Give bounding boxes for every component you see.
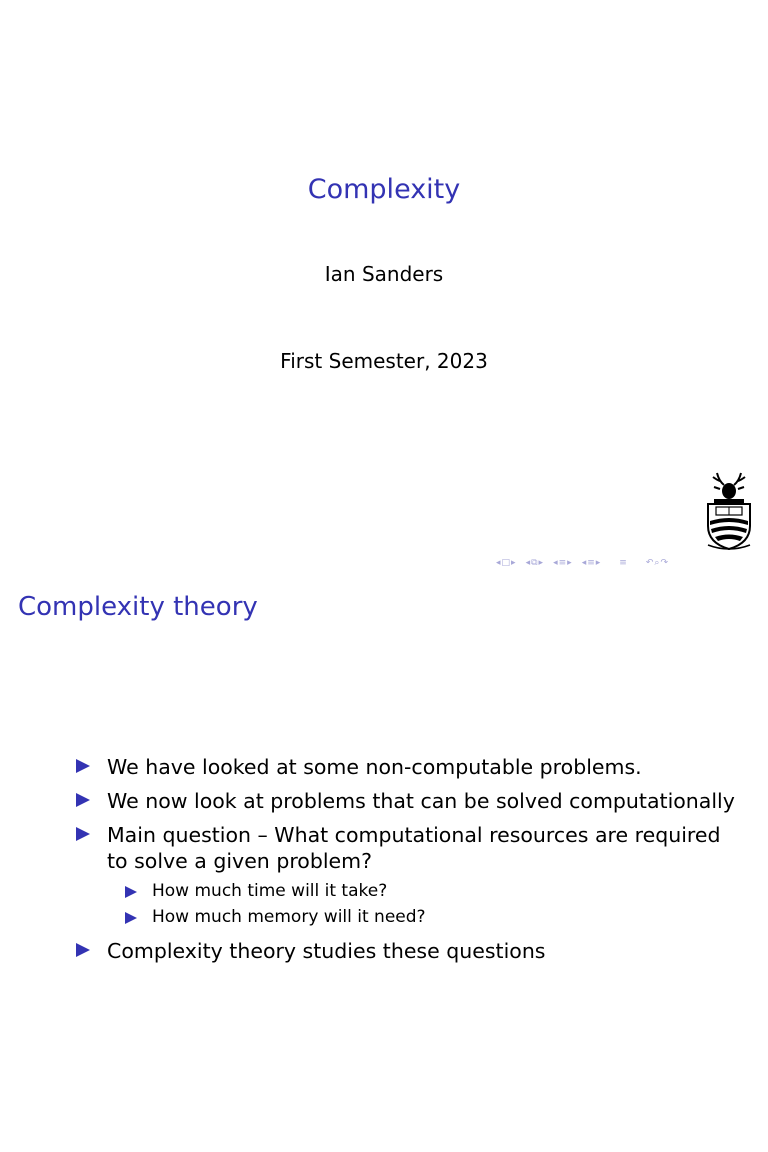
nav-right-arrow-icon[interactable]: ▸: [567, 558, 572, 568]
bullet-triangle-icon: [125, 912, 137, 924]
nav-left-arrow-icon[interactable]: ◂: [581, 558, 587, 568]
bullet-triangle-icon: [76, 943, 90, 957]
slide-author: Ian Sanders: [324, 262, 444, 286]
nav-right-arrow-icon[interactable]: ▸: [511, 558, 516, 568]
bullet-triangle-icon: [76, 827, 90, 841]
nav-search-icon[interactable]: ⌕: [654, 558, 660, 568]
university-crest-logo: [700, 471, 758, 551]
beamer-navigation-bar: [496, 556, 668, 570]
nav-frame-icon[interactable]: □: [501, 558, 511, 568]
slide-title: Complexity: [307, 174, 461, 205]
list-item: How much memory will it need?: [125, 904, 736, 930]
list-item: Complexity theory studies these questions: [76, 938, 736, 964]
frame-title: Complexity theory: [18, 592, 258, 622]
slide-date: First Semester, 2023: [280, 349, 488, 373]
bullet-list: [76, 754, 736, 972]
nav-section-icon[interactable]: ≡: [587, 558, 595, 568]
bullet-triangle-icon: [76, 793, 90, 807]
nav-left-arrow-icon[interactable]: ◂: [525, 558, 531, 568]
nav-section-icon[interactable]: ≡: [558, 558, 567, 568]
bullet-triangle-icon: [76, 759, 90, 773]
list-item: How much time will it take?: [125, 878, 736, 904]
nav-document-icon[interactable]: ≡: [619, 558, 627, 568]
nav-left-arrow-icon[interactable]: ◂: [496, 558, 501, 568]
nav-subsection-icon[interactable]: ⧉: [531, 558, 538, 568]
nav-back-icon[interactable]: ↶: [645, 558, 654, 568]
nav-forward-icon[interactable]: ↷: [660, 558, 668, 568]
list-item: Main question – What computational resources are required to solve a given problem? How much time will it take? How much memory will it need?: [76, 822, 736, 930]
nav-left-arrow-icon[interactable]: ◂: [553, 558, 558, 568]
list-item: We have looked at some non-computable problems.: [76, 754, 736, 780]
list-item: We now look at problems that can be solved computationally: [76, 788, 736, 814]
sub-bullet-list: [125, 878, 736, 930]
nav-right-arrow-icon[interactable]: ▸: [595, 558, 601, 568]
nav-right-arrow-icon[interactable]: ▸: [538, 558, 544, 568]
content-slide: [0, 576, 768, 1152]
bullet-triangle-icon: [125, 886, 137, 898]
